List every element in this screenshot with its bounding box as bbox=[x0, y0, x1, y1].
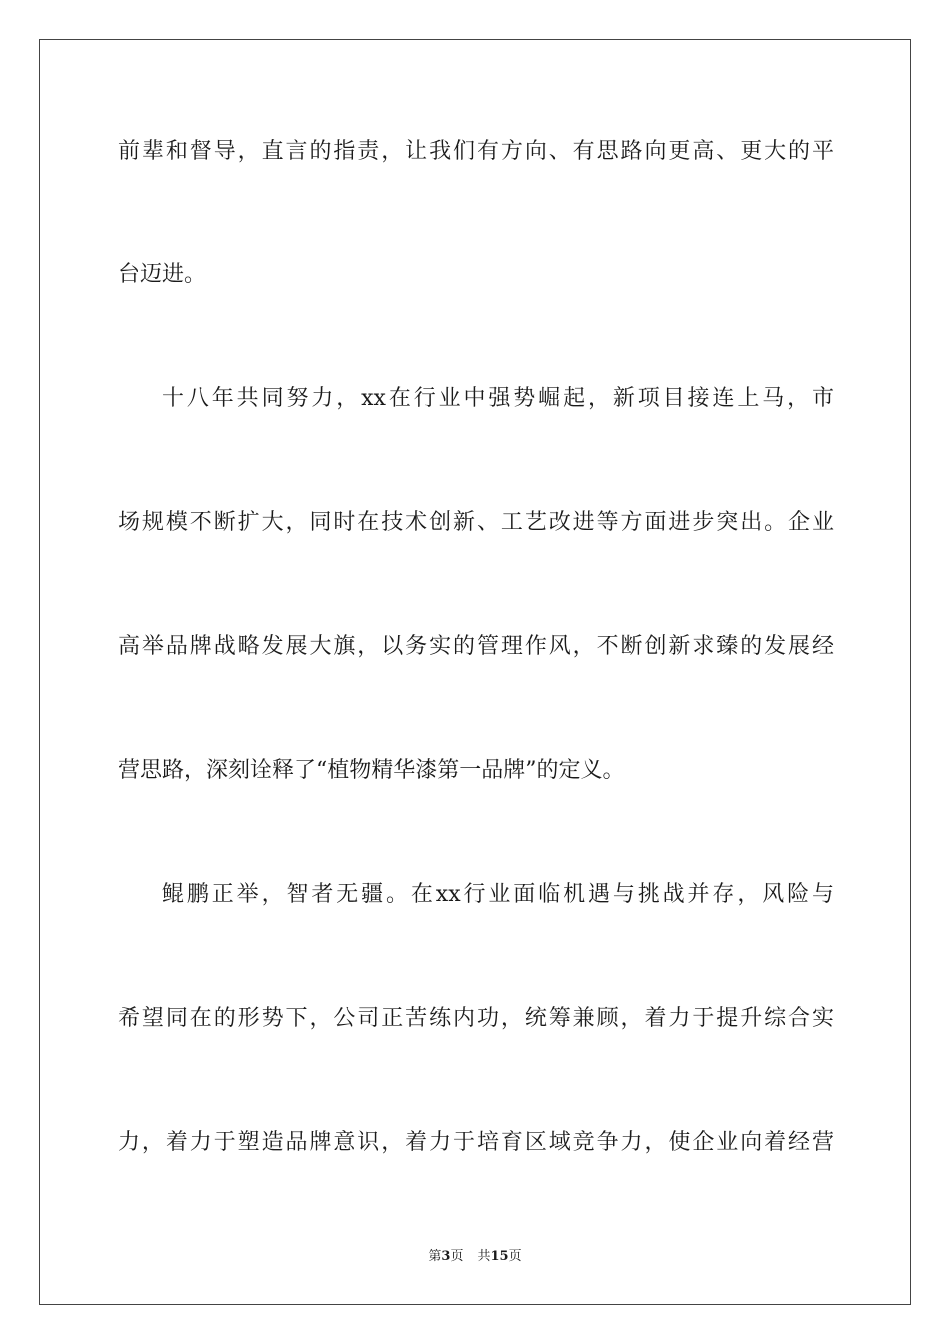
text-line: 力，着力于塑造品牌意识，着力于培育区域竞争力，使企业向着经营 bbox=[118, 1130, 834, 1155]
page-suffix: 页 bbox=[450, 1249, 464, 1264]
text-line: 营思路，深刻诠释了“植物精华漆第一品牌”的定义。 bbox=[118, 758, 625, 783]
text-line: 高举品牌战略发展大旗，以务实的管理作风，不断创新求臻的发展经 bbox=[118, 634, 834, 659]
paragraph-first-line: 鲲鹏正举，智者无疆。在xx行业面临机遇与挑战并存，风险与 bbox=[162, 882, 834, 907]
total-pages: 15 bbox=[490, 1249, 509, 1264]
text-line: 台迈进。 bbox=[118, 262, 207, 287]
text-line: 场规模不断扩大，同时在技术创新、工艺改进等方面进步突出。企业 bbox=[118, 510, 834, 535]
page-footer bbox=[0, 1248, 950, 1266]
page-number: 3 bbox=[441, 1249, 451, 1264]
text-line: 前辈和督导，直言的指责，让我们有方向、有思路向更高、更大的平 bbox=[118, 139, 834, 164]
page-border bbox=[39, 39, 911, 1305]
text-line: 希望同在的形势下，公司正苦练内功，统筹兼顾，着力于提升综合实 bbox=[118, 1006, 834, 1031]
total-suffix: 页 bbox=[508, 1249, 522, 1264]
total-prefix: 共 bbox=[477, 1249, 491, 1264]
paragraph-first-line: 十八年共同努力，xx在行业中强势崛起，新项目接连上马，市 bbox=[162, 386, 834, 411]
page-prefix: 第 bbox=[428, 1249, 442, 1264]
